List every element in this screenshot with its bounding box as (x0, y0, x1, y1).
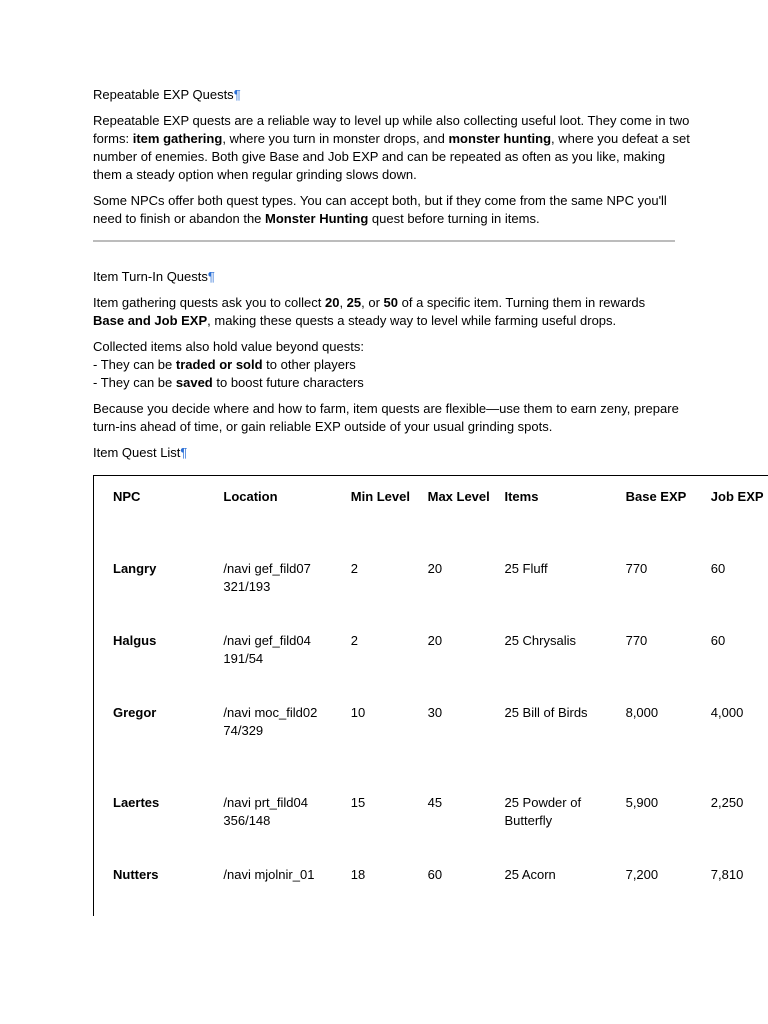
pilcrow-mark: ¶ (233, 87, 241, 102)
cell-min-level: 18 (350, 867, 366, 882)
quest-table-frame (93, 475, 768, 916)
cell-npc: Langry (113, 561, 157, 576)
cell-npc: Nutters (113, 867, 159, 882)
cell-location: /navi moc_fild02 74/329 (223, 705, 318, 738)
cell-location: /navi gef_fild07 321/193 (223, 561, 311, 594)
header-job-exp: Job EXP (710, 489, 764, 504)
pilcrow-mark: ¶ (207, 269, 215, 284)
header-min-level: Min Level (350, 489, 410, 504)
cell-max-level: 30 (427, 705, 443, 720)
cell-max-level: 45 (427, 795, 443, 810)
cell-location: /navi gef_fild04 191/54 (223, 633, 311, 666)
cell-npc: Laertes (113, 795, 160, 810)
cell-max-level: 20 (427, 561, 443, 576)
cell-npc: Halgus (113, 633, 157, 648)
cell-base-exp: 8,000 (625, 705, 659, 720)
cell-items: 25 Powder of Butterfly (504, 795, 582, 828)
table-row (113, 560, 768, 632)
paragraph-intro: Repeatable EXP quests are a reliable way to level up while also collecting useful loot. They come in two forms: item gathering, where you turn in monster drops, and monster hunting, where you defeat a set number of enemies. Both give Base and Job EXP and can be repeated as often as you like, making them a steady option when regular grinding slows down. (93, 113, 690, 182)
heading-item-quest-list: Item Quest List¶ (93, 445, 188, 460)
header-base-exp: Base EXP (625, 489, 687, 504)
cell-job-exp: 60 (710, 633, 726, 648)
cell-location: /navi mjolnir_01 (223, 867, 315, 882)
document-body (93, 86, 693, 470)
cell-min-level: 2 (350, 561, 358, 576)
cell-base-exp: 770 (625, 633, 648, 648)
cell-base-exp: 770 (625, 561, 648, 576)
cell-job-exp: 2,250 (710, 795, 744, 810)
cell-job-exp: 7,810 (710, 867, 744, 882)
cell-base-exp: 5,900 (625, 795, 659, 810)
bullet-saved: - They can be saved to boost future characters (93, 375, 364, 390)
heading-item-turn-in: Item Turn-In Quests¶ (93, 269, 215, 284)
cell-max-level: 20 (427, 633, 443, 648)
header-location: Location (223, 489, 278, 504)
cell-items: 25 Fluff (504, 561, 548, 576)
header-max-level: Max Level (427, 489, 490, 504)
bullet-traded: - They can be traded or sold to other players (93, 357, 356, 372)
cell-min-level: 15 (350, 795, 366, 810)
table-row (113, 632, 768, 704)
cell-job-exp: 60 (710, 561, 726, 576)
cell-min-level: 2 (350, 633, 358, 648)
cell-max-level: 60 (427, 867, 443, 882)
paragraph-npc-note: Some NPCs offer both quest types. You can accept both, but if they come from the same NPC you'll need to finish or abandon the Monster Hunting quest before turning in items. (93, 193, 667, 226)
paragraph-item-gathering: Item gathering quests ask you to collect 20, 25, or 50 of a specific item. Turning them in rewards Base and Job EXP, making these quests a steady way to level while farming useful drops. (93, 295, 646, 328)
horizontal-rule (93, 240, 675, 242)
header-items: Items (504, 489, 539, 504)
item-quest-table (113, 488, 768, 916)
cell-items: 25 Acorn (504, 867, 556, 882)
pilcrow-mark: ¶ (180, 445, 188, 460)
cell-job-exp: 4,000 (710, 705, 744, 720)
paragraph-collected-items: Collected items also hold value beyond quests: - They can be traded or sold to other players - They can be saved to boost future characters (93, 339, 364, 390)
cell-items: 25 Chrysalis (504, 633, 576, 648)
cell-items: 25 Bill of Birds (504, 705, 588, 720)
table-header-row (113, 488, 768, 560)
cell-base-exp: 7,200 (625, 867, 659, 882)
header-npc: NPC (113, 489, 141, 504)
table-row (113, 866, 768, 916)
table-row (113, 704, 768, 794)
heading-repeatable-exp: Repeatable EXP Quests¶ (93, 87, 241, 102)
cell-npc: Gregor (113, 705, 157, 720)
cell-location: /navi prt_fild04 356/148 (223, 795, 308, 828)
cell-min-level: 10 (350, 705, 366, 720)
paragraph-flexible: Because you decide where and how to farm, item quests are flexible—use them to earn zeny, prepare turn-ins ahead of time, or gain reliable EXP outside of your usual grinding spots. (93, 401, 679, 434)
table-row (113, 794, 768, 866)
